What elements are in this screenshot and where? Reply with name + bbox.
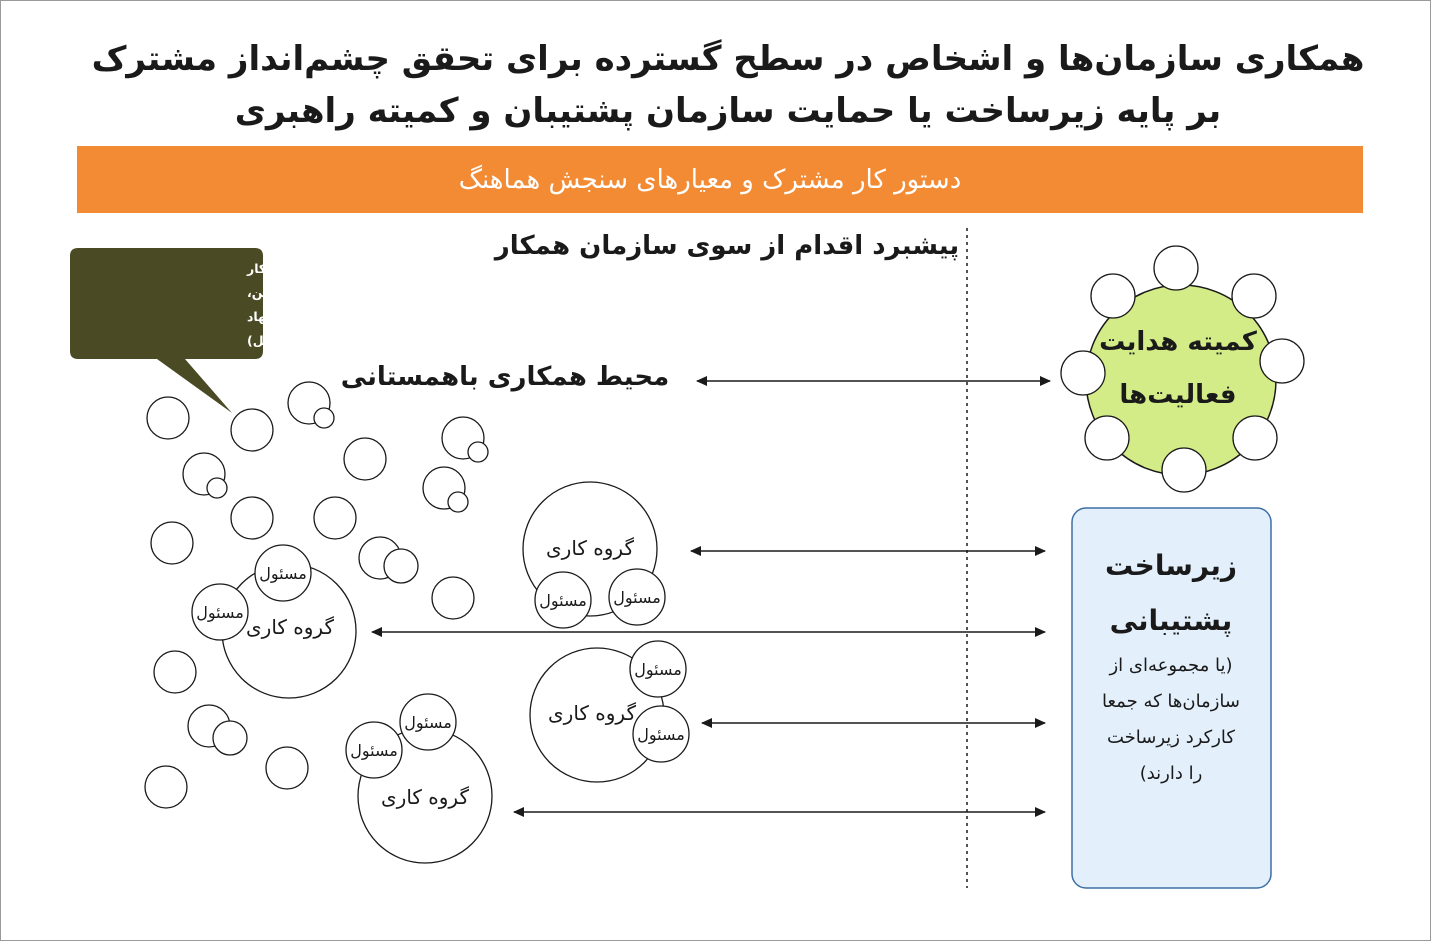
- title-line-2: بر پایه زیرساخت یا حمایت سازمان پشتیبان و کمیته راهبری: [234, 91, 1222, 131]
- partner-circle: [154, 651, 196, 693]
- committee-member-circle: [1232, 274, 1276, 318]
- partner-circle: [207, 478, 227, 498]
- partner-circle: [314, 497, 356, 539]
- infrastructure-label-line-2: پشتیبانی: [1109, 604, 1233, 637]
- committee-member-circle: [1154, 246, 1198, 290]
- infrastructure-label-line-1: زیرساخت: [1105, 549, 1237, 582]
- infrastructure-note-line-1: (یا مجموعه‌ای از: [1109, 655, 1233, 676]
- owner-label: مسئول: [539, 591, 587, 610]
- partner-circle: [432, 577, 474, 619]
- partner-circle: [384, 549, 418, 583]
- owner-label: مسئول: [196, 603, 244, 622]
- owner-label: مسئول: [637, 725, 685, 744]
- partner-circle: [213, 721, 247, 755]
- callout-line-1: هر دایره به معنای یک همکار: [247, 261, 418, 276]
- owner-label: مسئول: [404, 713, 452, 732]
- committee-label-line-2: فعالیت‌ها: [1119, 380, 1237, 410]
- partner-circle: [231, 409, 273, 451]
- support-infrastructure: [1072, 508, 1271, 888]
- partner-circle: [448, 492, 468, 512]
- partner-circle: [314, 408, 334, 428]
- partner-circle: [147, 397, 189, 439]
- owner-label: مسئول: [259, 564, 307, 583]
- partner-circle: [145, 766, 187, 808]
- workgroup-label: گروه کاری: [381, 785, 469, 809]
- committee-label-line-1: کمیته هدایت: [1099, 327, 1257, 357]
- workgroup-label: گروه کاری: [548, 701, 636, 725]
- workgroup-3: [530, 641, 689, 782]
- workgroup-4: [346, 694, 492, 863]
- partner-circle: [468, 442, 488, 462]
- partner-circle: [266, 747, 308, 789]
- committee-member-circle: [1260, 339, 1304, 383]
- agenda-banner-text: دستور کار مشترک و معیارهای سنجش هماهنگ: [458, 165, 962, 195]
- workgroup-label: گروه کاری: [546, 536, 634, 560]
- workgroup-label: گروه کاری: [246, 615, 334, 639]
- callout-line-2: باهمستانی است (مثل سمن،: [247, 285, 423, 300]
- owner-label: مسئول: [613, 588, 661, 607]
- environment-heading: محیط همکاری باهمستانی: [340, 362, 670, 392]
- title-line-1: همکاری سازمان‌ها و اشخاص در سطح گسترده برای تحقق چشم‌انداز مشترک: [91, 39, 1365, 79]
- infrastructure-note-line-4: را دارند): [1139, 763, 1203, 784]
- owner-label: مسئول: [350, 741, 398, 760]
- workgroup-2: [192, 545, 356, 698]
- committee-member-circle: [1162, 448, 1206, 492]
- infrastructure-note-line-3: کارکرد زیرساخت: [1107, 727, 1235, 748]
- steering-committee: [1061, 246, 1304, 492]
- callout-line-3: حامی مالی، کسب و کار نهاد: [247, 309, 422, 324]
- progress-heading: پیشبرد اقدام از سوی سازمان همکار: [494, 231, 960, 261]
- committee-member-circle: [1233, 416, 1277, 460]
- committee-member-circle: [1061, 351, 1105, 395]
- partner-circle: [151, 522, 193, 564]
- owner-label: مسئول: [634, 660, 682, 679]
- callout-line-4: عمومی، مردم محل): [247, 333, 371, 348]
- infrastructure-note-line-2: سازمان‌ها که جمعا: [1102, 691, 1240, 712]
- partner-circle: [231, 497, 273, 539]
- committee-member-circle: [1085, 416, 1129, 460]
- partner-circle: [344, 438, 386, 480]
- committee-member-circle: [1091, 274, 1135, 318]
- workgroup-1: [523, 482, 665, 628]
